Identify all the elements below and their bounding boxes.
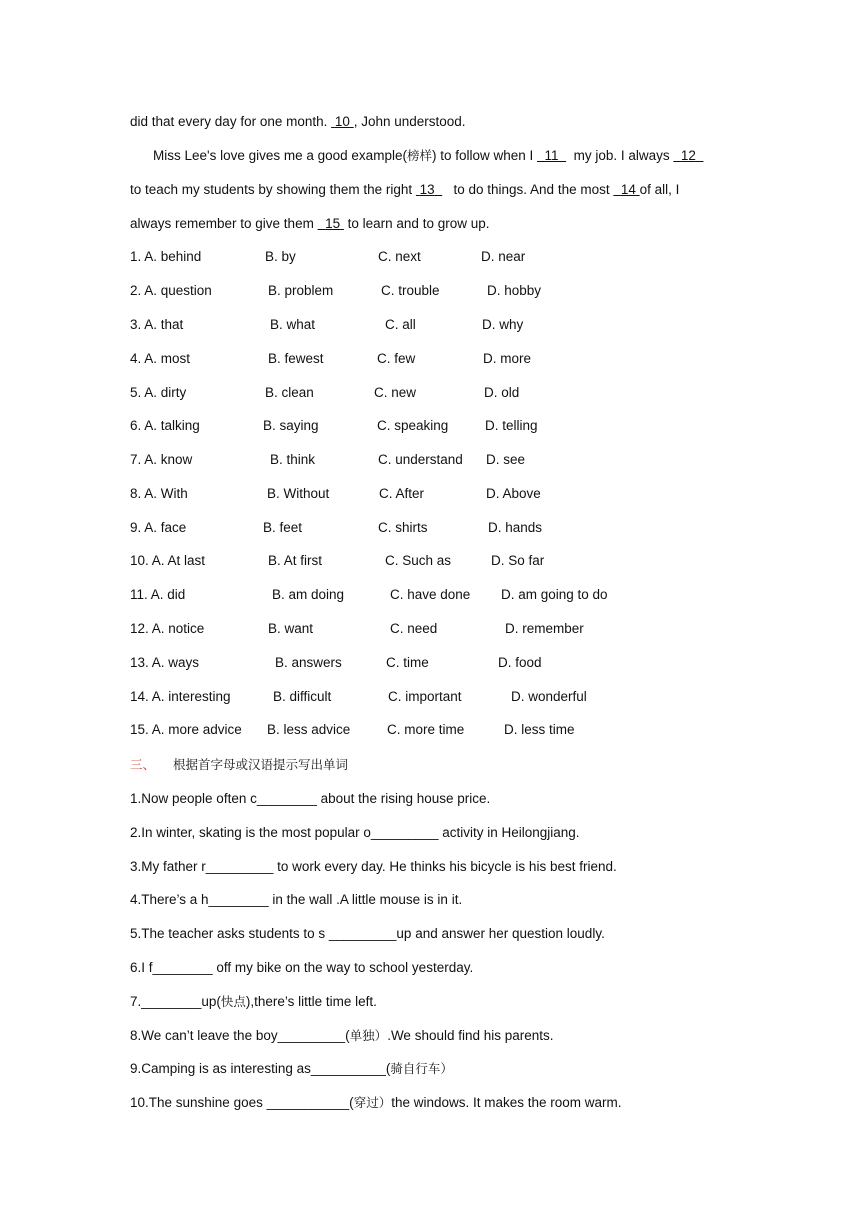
fill-item: 7.________up(快点),there’s little time left. <box>130 994 377 1009</box>
blank-15: 15 <box>325 216 341 231</box>
option-d: D. old <box>484 385 520 400</box>
option-c: C. time <box>386 655 429 670</box>
passage-text: , John understood. <box>353 114 466 129</box>
passage-text: always remember to give them <box>130 216 318 231</box>
option-d: D. more <box>483 351 532 366</box>
fill-item: 10.The sunshine goes ___________(穿过）the windows. It makes the room warm. <box>130 1095 622 1110</box>
passage-text: Miss Lee's love gives me a good example( <box>153 148 407 163</box>
option-b: B. am doing <box>272 587 345 602</box>
option-b: B. want <box>268 621 314 636</box>
fill-item: 4.There’s a h________ in the wall .A little mouse is in it. <box>130 892 463 907</box>
section-number: 三、 <box>130 757 156 772</box>
option-a: 8. A. With <box>130 486 188 501</box>
option-c: C. After <box>379 486 425 501</box>
section-title: 根据首字母或汉语提示写出单词 <box>173 757 349 772</box>
passage-text: my job. I always <box>569 148 674 163</box>
option-b: B. problem <box>268 283 334 298</box>
option-b: B. answers <box>275 655 342 670</box>
option-b: B. feet <box>263 520 303 535</box>
option-a: 15. A. more advice <box>130 722 242 737</box>
option-c: C. shirts <box>378 520 428 535</box>
blank-14: 14 <box>620 182 636 197</box>
option-a: 4. A. most <box>130 351 191 366</box>
option-d: D. hands <box>488 520 543 535</box>
option-d: D. remember <box>505 621 584 636</box>
option-c: C. important <box>388 689 462 704</box>
fill-item: 3.My father r_________ to work every day. He thinks his bicycle is his best friend. <box>130 859 617 874</box>
option-c: C. Such as <box>385 553 452 568</box>
option-a: 13. A. ways <box>130 655 200 670</box>
option-b: B. by <box>265 249 296 264</box>
passage-text: of all, I <box>639 182 680 197</box>
option-b: B. saying <box>263 418 319 433</box>
passage-line-2 <box>153 147 730 165</box>
option-a: 6. A. talking <box>130 418 200 433</box>
fill-item: 1.Now people often c________ about the rising house price. <box>130 791 491 806</box>
section-heading <box>130 756 730 774</box>
option-d: D. see <box>486 452 526 467</box>
option-b: B. fewest <box>268 351 324 366</box>
option-b: B. less advice <box>267 722 351 737</box>
option-a: 7. A. know <box>130 452 193 467</box>
option-d: D. near <box>481 249 526 264</box>
blank-11: 11 <box>544 148 559 163</box>
option-d: D. telling <box>485 418 538 433</box>
passage-text: to learn and to grow up. <box>343 216 490 231</box>
option-b: B. At first <box>268 553 323 568</box>
option-d: D. less time <box>504 722 575 737</box>
option-c: C. speaking <box>377 418 449 433</box>
option-b: B. difficult <box>273 689 332 704</box>
option-a: 10. A. At last <box>130 553 206 568</box>
passage-line-1 <box>130 113 730 131</box>
blank-12: 12 <box>680 148 696 163</box>
passage-line-3 <box>130 181 730 199</box>
blank-13: 13 <box>419 182 435 197</box>
option-a: 11. A. did <box>130 587 186 602</box>
fill-item: 5.The teacher asks students to s _________up and answer her question loudly. <box>130 926 605 941</box>
passage-text: did that every day for one month. <box>130 114 332 129</box>
option-b: B. Without <box>267 486 330 501</box>
option-c: C. trouble <box>381 283 440 298</box>
option-b: B. think <box>270 452 316 467</box>
option-c: C. few <box>377 351 416 366</box>
option-d: D. why <box>482 317 524 332</box>
option-d: D. wonderful <box>511 689 587 704</box>
option-a: 5. A. dirty <box>130 385 187 400</box>
fill-item: 9.Camping is as interesting as__________(骑自行车） <box>130 1061 453 1076</box>
passage-line-4 <box>130 215 730 233</box>
option-d: D. So far <box>491 553 545 568</box>
option-a: 2. A. question <box>130 283 212 298</box>
fill-item: 2.In winter, skating is the most popular o_________ activity in Heilongjiang. <box>130 825 580 840</box>
passage-cjk: 榜样 <box>406 148 432 163</box>
option-b: B. clean <box>265 385 314 400</box>
option-c: C. new <box>374 385 417 400</box>
option-a: 14. A. interesting <box>130 689 231 704</box>
option-a: 1. A. behind <box>130 249 202 264</box>
fill-item: 8.We can’t leave the boy_________(单独）.We should find his parents. <box>130 1028 554 1043</box>
option-b: B. what <box>270 317 316 332</box>
option-c: C. next <box>378 249 421 264</box>
passage-text: to do things. And the most <box>449 182 614 197</box>
option-c: C. need <box>390 621 438 636</box>
option-d: D. am going to do <box>501 587 608 602</box>
option-d: D. hobby <box>487 283 542 298</box>
option-d: D. Above <box>486 486 541 501</box>
option-a: 3. A. that <box>130 317 184 332</box>
option-c: C. all <box>385 317 416 332</box>
option-c: C. have done <box>390 587 471 602</box>
option-d: D. food <box>498 655 542 670</box>
option-c: C. understand <box>378 452 463 467</box>
option-c: C. more time <box>387 722 465 737</box>
blank-10: 10 <box>334 114 350 129</box>
passage-text: ) to follow when I <box>431 148 538 163</box>
option-a: 12. A. notice <box>130 621 205 636</box>
option-a: 9. A. face <box>130 520 187 535</box>
passage-text: to teach my students by showing them the right <box>130 182 416 197</box>
fill-item: 6.I f________ off my bike on the way to school yesterday. <box>130 960 474 975</box>
